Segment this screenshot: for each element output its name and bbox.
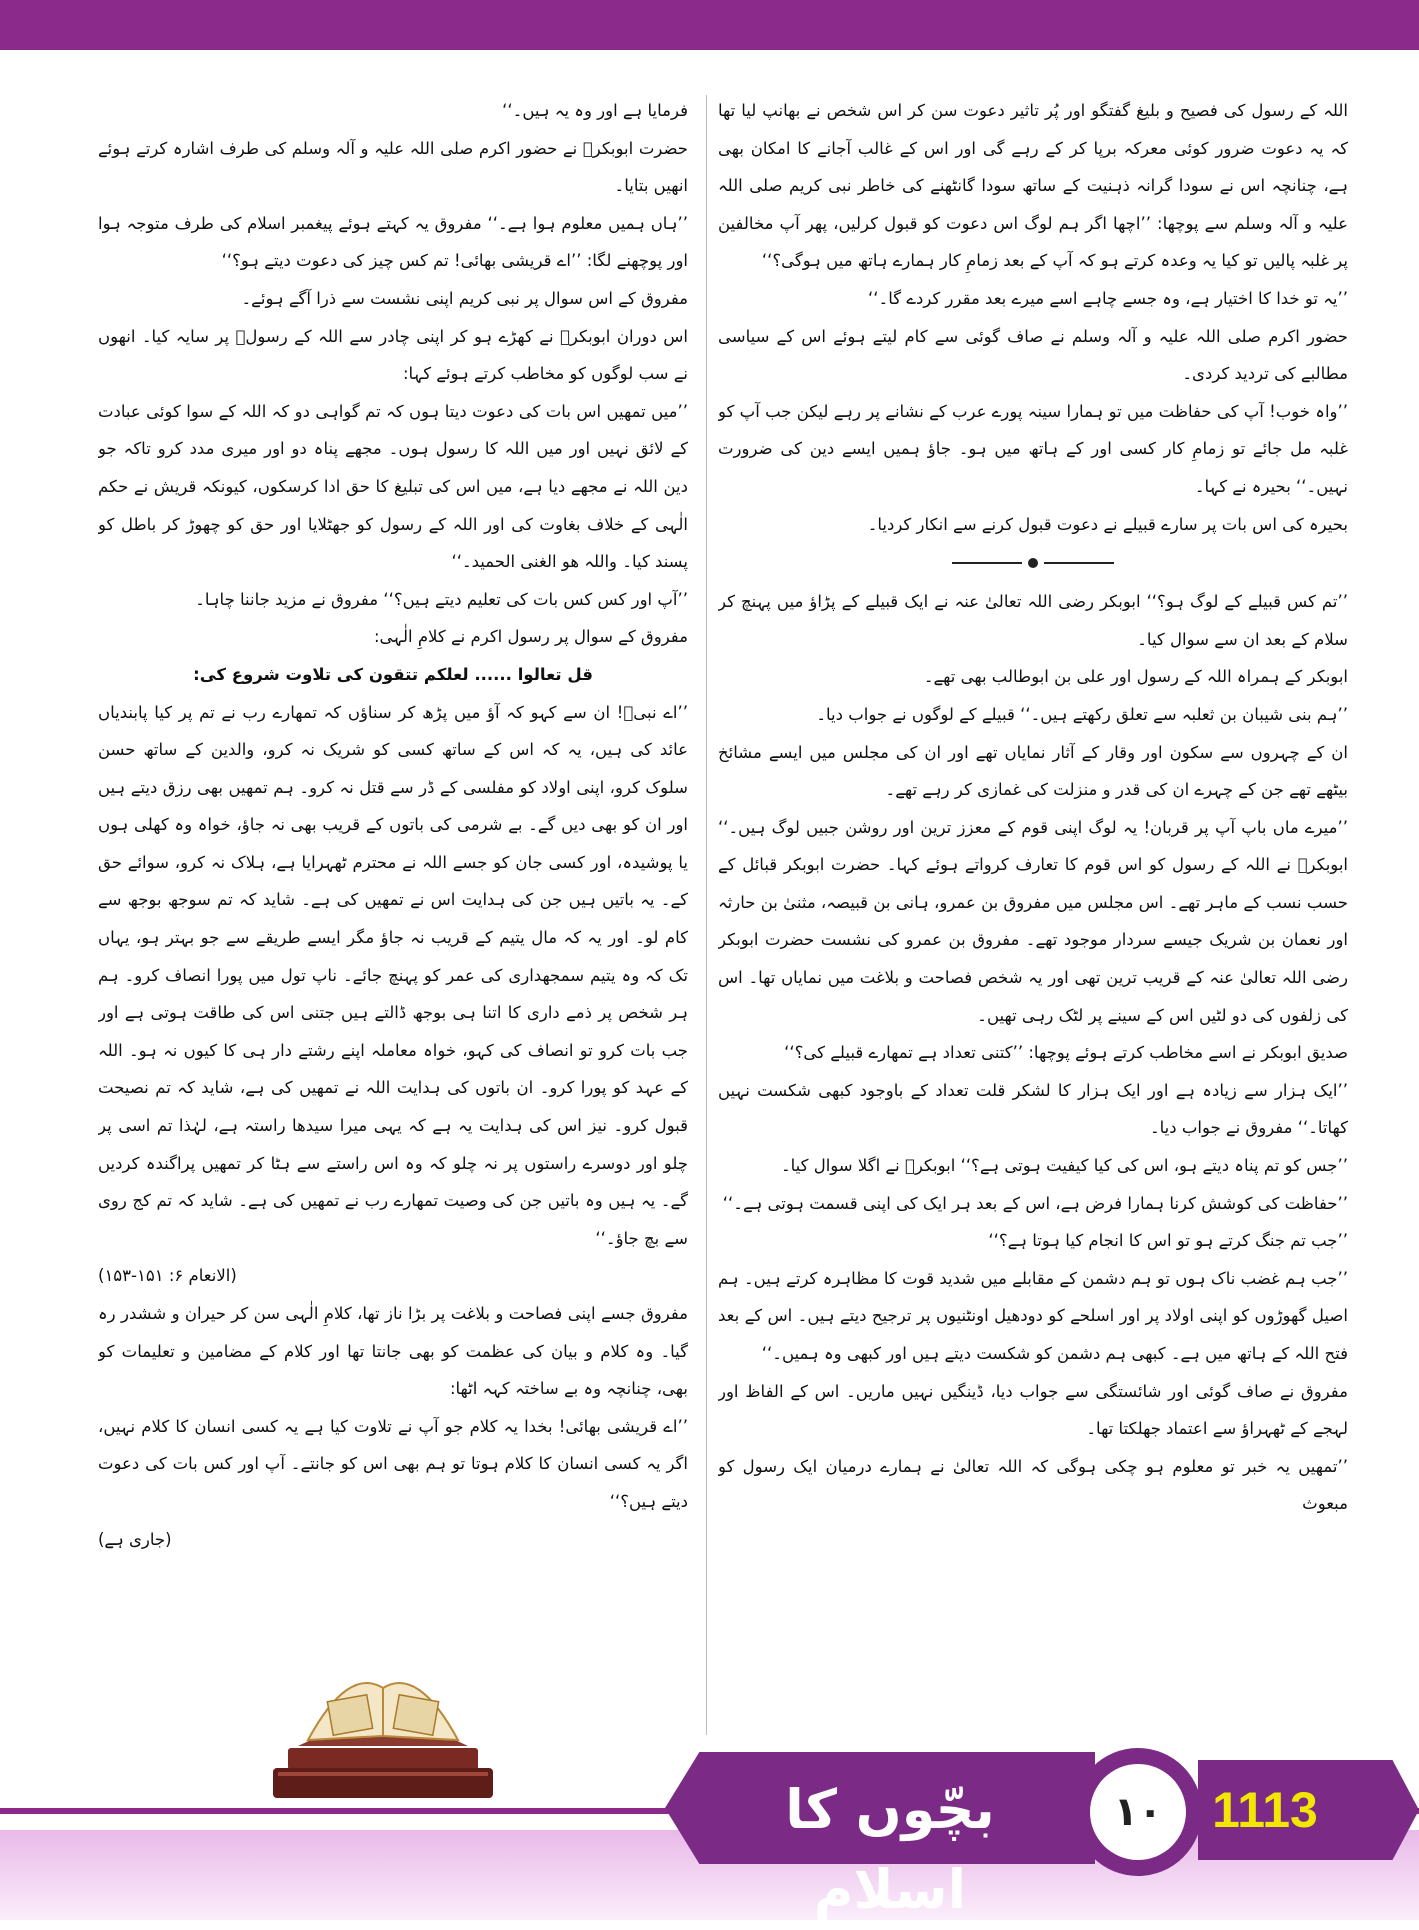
to-be-continued: (جاری ہے)	[98, 1529, 172, 1549]
paragraph: مفروق جسے اپنی فصاحت و بلاغت پر بڑا ناز تھا، کلامِ الٰہی سن کر حیران و ششدر رہ گیا۔ وہ کلام و بیان کی عظمت کو بھی جانتا تھا اور کلام کے مضامین و تعلیمات کو بھی، چنانچہ وہ بے ساختہ کہہ اٹھا:	[98, 1304, 688, 1399]
paragraph: ’’جب تم جنگ کرتے ہو تو اس کا انجام کیا ہوتا ہے؟‘‘	[988, 1231, 1348, 1251]
paragraph: ’’میں تمھیں اس بات کی دعوت دیتا ہوں کہ تم گواہی دو کہ اللہ کے سوا کوئی عبادت کے لائق نہیں اور میں اللہ کا رسول ہوں۔ مجھے پناہ دو اور میری مدد کرو تاکہ جو دین اللہ نے مجھے دیا ہے، میں اس کی تبلیغ کا حق ادا کرسکوں، کیونکہ قریش نے حکم الٰہی کے خلاف بغاوت کی اور اللہ کے رسول کو جھٹلایا اور حق کو چھوڑ کر باطل کو پسند کیا۔ واللہ ھو الغنی الحمید۔‘‘	[98, 401, 688, 572]
page-number: ۱۰	[1090, 1764, 1186, 1860]
paragraph: ’’یہ تو خدا کا اختیار ہے، وہ جسے چاہے اسے میرے بعد مقرر کردے گا۔‘‘	[868, 288, 1348, 308]
paragraph: ’’تم کس قبیلے کے لوگ ہو؟‘‘ ابوبکر رضی اللہ تعالیٰ عنہ نے ایک قبیلے کے پڑاؤ میں پہنچ کر سلام کے بعد ان سے سوال کیا۔	[718, 592, 1348, 649]
paragraph: ’’اے قریشی بھائی! بخدا یہ کلام جو آپ نے تلاوت کیا ہے یہ کسی انسان کا کلام نہیں، اگر یہ کسی انسان کا کلام ہوتا تو ہم بھی اس کو جانتے۔ آپ اور کس بات کی دعوت دیتے ہیں؟‘‘	[98, 1416, 688, 1511]
right-column-article	[718, 92, 1348, 1722]
section-separator	[718, 543, 1348, 583]
separator-dot-icon	[1028, 558, 1038, 568]
paragraph: ’’جس کو تم پناہ دیتے ہو، اس کی کیا کیفیت ہوتی ہے؟‘‘ ابوبکرؓ نے اگلا سوال کیا۔	[780, 1156, 1348, 1176]
paragraph: مفروق کے اس سوال پر نبی کریم اپنی نشست سے ذرا آگے ہوئے۔	[241, 288, 688, 308]
paragraph: ’’جب ہم غضب ناک ہوں تو ہم دشمن کے مقابلے میں شدید قوت کا مظاہرہ کرتے ہیں۔ ہم اصیل گھوڑوں کو اپنی اولاد پر اور اسلحے کو دودھیل اونٹنیوں پر ترجیح دیتے ہیں۔ اس کے بعد فتح اللہ کے ہاتھ میں ہے۔ کبھی ہم دشمن کو شکست دیتے ہیں اور کبھی وہ ہمیں۔‘‘	[718, 1268, 1348, 1363]
paragraph: مفروق کے سوال پر رسول اکرم نے کلامِ الٰہی:	[374, 627, 688, 647]
issue-number: 1113	[1212, 1782, 1318, 1838]
paragraph: اللہ کے رسول کی فصیح و بلیغ گفتگو اور پُر تاثیر دعوت سن کر اس شخص نے بھانپ لیا تھا کہ یہ دعوت ضرور کوئی معرکہ برپا کر کے رہے گی اور اس کے غالب آجانے کا امکان بھی ہے، چنانچہ اس نے سودا گرانہ ذہنیت کے ساتھ سودا گانٹھنے کی خاطر نبی کریم صلی اللہ علیہ و آلہ وسلم سے پوچھا: ’’اچھا اگر ہم لوگ اس دعوت کو قبول کرلیں، پھر آپ مخالفین پر غلبہ پالیں تو کیا یہ وعدہ کرتے ہو کہ آپ کے بعد زمامِ کار ہمارے ہاتھ میں ہوگی؟‘‘	[718, 101, 1348, 271]
paragraph: ’’حفاظت کی کوشش کرنا ہمارا فرض ہے، اس کے بعد ہر ایک کی اپنی قسمت ہوتی ہے۔‘‘	[722, 1193, 1348, 1213]
paragraph: اس دوران ابوبکرؓ نے کھڑے ہو کر اپنی چادر سے اللہ کے رسولؐ پر سایہ کیا۔ انھوں نے سب لوگوں کو مخاطب کرتے ہوئے کہا:	[98, 326, 688, 384]
paragraph: صدیق ابوبکر نے اسے مخاطب کرتے ہوئے پوچھا: ’’کتنی تعداد ہے تمھارے قبیلے کی؟‘‘	[784, 1043, 1348, 1063]
magazine-title: بچّوں کا اسلام	[785, 1778, 995, 1921]
column-divider	[706, 95, 707, 1735]
paragraph: ’’ہاں ہمیں معلوم ہوا ہے۔‘‘ مفروق یہ کہتے ہوئے پیغمبر اسلام کی طرف متوجہ ہوا اور پوچھنے لگا: ’’اے قریشی بھائی! تم کس چیز کی دعوت دیتے ہو؟‘‘	[98, 213, 688, 271]
paragraph: ان کے چہروں سے سکون اور وقار کے آثار نمایاں تھے اور ان کی مجلس میں ایسے مشائخ بیٹھے تھے جن کے چہرے ان کی قدر و منزلت کی غمازی کر رہے تھے۔	[718, 742, 1348, 800]
left-column-article	[98, 92, 688, 1722]
paragraph: حضور اکرم صلی اللہ علیہ و آلہ وسلم نے صاف گوئی سے کام لیتے ہوئے اس کے سیاسی مطالبے کی تردید کردی۔	[718, 326, 1348, 384]
paragraph: ’’تمھیں یہ خبر تو معلوم ہو چکی ہوگی کہ اللہ تعالیٰ نے ہمارے درمیان ایک رسول کو مبعوث	[718, 1456, 1348, 1514]
paragraph: فرمایا ہے اور وہ یہ ہیں۔‘‘	[502, 101, 688, 120]
quran-verse-heading: قل تعالوا ...... لعلکم تتقون کی تلاوت شروع کی:	[193, 664, 593, 684]
quran-translation: ’’اے نبیؐ! ان سے کہو کہ آؤ میں پڑھ کر سناؤں کہ تمھارے رب نے تم پر کیا پابندیاں عائد کی ہیں، یہ کہ اس کے ساتھ کسی کو شریک نہ کرو، والدین کے ساتھ حسن سلوک کرو، اپنی اولاد کو مفلسی کے ڈر سے قتل نہ کرو۔ ہم تمھیں بھی رزق دیتے ہیں اور ان کو بھی دیں گے۔ بے شرمی کی باتوں کے قریب بھی نہ جاؤ، خواہ وہ کھلی ہوں یا پوشیدہ، اور کسی جان کو جسے اللہ نے محترم ٹھہرایا ہے، ہلاک نہ کرو، سوائے حق کے۔ یہ باتیں ہیں جن کی ہدایت اس نے تمھیں کی ہے۔ شاید کہ تم سوجھ بوجھ سے کام لو۔ اور یہ کہ مال یتیم کے قریب نہ جاؤ مگر ایسے طریقے سے جو بہتر ہو، یہاں تک کہ وہ یتیم سمجھداری کی عمر کو پہنچ جائے۔ ناپ تول میں پورا انصاف کرو۔ ہم ہر شخص پر ذمے داری کا اتنا ہی بوجھ ڈالتے ہیں جتنی اس کی طاقت ہوتی ہے اور جب بات کرو تو انصاف کی کہو، خواہ معاملہ اپنے رشتے دار ہی کا کیوں نہ ہو۔ اللہ کے عہد کو پورا کرو۔ ان باتوں کی ہدایت اللہ نے تمھیں کی ہے، شاید کہ تم نصیحت قبول کرو۔ نیز اس کی ہدایت یہ ہے کہ یہی میرا سیدھا راستہ ہے، لہٰذا تم اسی پر چلو اور دوسرے راستوں پر نہ چلو کہ وہ اس راستے سے ہٹا کر تمھیں پراگندہ کردیں گے۔ یہ ہیں وہ باتیں جن کی وصیت تمھارے رب نے تمھیں کی ہے۔ شاید کہ تم کج روی سے بچ جاؤ۔‘‘	[98, 702, 688, 1248]
paragraph: مفروق نے صاف گوئی اور شائستگی سے جواب دیا، ڈینگیں نہیں ماریں۔ اس کے الفاظ اور لہجے کے ٹھہراؤ سے اعتماد جھلکتا تھا۔	[718, 1381, 1348, 1439]
paragraph: حضرت ابوبکرؓ نے حضور اکرم صلی اللہ علیہ و آلہ وسلم کی طرف اشارہ کرتے ہوئے انھیں بتایا۔	[98, 138, 688, 196]
paragraph: ابوبکر کے ہمراہ اللہ کے رسول اور علی بن ابوطالب بھی تھے۔	[923, 667, 1348, 687]
book-stand-illustration	[268, 1636, 498, 1806]
paragraph: ’’واہ خوب! آپ کی حفاظت میں تو ہمارا سینہ پورے عرب کے نشانے پر رہے لیکن جب آپ کو غلبہ مل جائے تو زمامِ کار کسی اور کے ہاتھ میں ہو۔ جاؤ ہمیں ایسے دین کی ضرورت نہیں۔‘‘ بحیرہ نے کہا۔	[718, 401, 1348, 496]
paragraph: ’’ہم بنی شیبان بن ثعلبہ سے تعلق رکھتے ہیں۔‘‘ قبیلے کے لوگوں نے جواب دیا۔	[816, 704, 1348, 724]
paragraph: بحیرہ کی اس بات پر سارے قبیلے نے دعوت قبول کرنے سے انکار کردیا۔	[867, 514, 1348, 534]
verse-reference: (الانعام ۶: ۱۵۱-۱۵۳)	[98, 1266, 237, 1286]
paragraph: ’’آپ اور کس کس بات کی تعلیم دیتے ہیں؟‘‘ مفروق نے مزید جاننا چاہا۔	[195, 589, 688, 609]
paragraph: ’’میرے ماں باپ آپ پر قربان! یہ لوگ اپنی قوم کے معزز ترین اور روشن جبیں لوگ ہیں۔‘‘ ابوبکرؓ نے اللہ کے رسول کو اس قوم کا تعارف کرواتے ہوئے کہا۔ حضرت ابوبکر قبائل کے حسب نسب کے ماہر تھے۔ اس مجلس میں مفروق بن عمرو، ہانی بن قبیصہ، مثنیٰ بن حارثہ اور نعمان بن شریک جیسے سردار موجود تھے۔ مفروق بن عمرو کی نشست حضرت ابوبکر رضی اللہ تعالیٰ عنہ کے قریب ترین تھی اور یہ شخص فصاحت و بلاغت میں نمایاں تھا۔ اس کی زلفوں کی دو لٹیں اس کے سینے پر لٹک رہی تھیں۔	[718, 817, 1348, 1025]
top-color-band	[0, 0, 1419, 50]
paragraph: ’’ایک ہزار سے زیادہ ہے اور ایک ہزار کا لشکر قلت تعداد کے باوجود کبھی شکست نہیں کھاتا۔‘‘ مفروق نے جواب دیا۔	[718, 1080, 1348, 1138]
